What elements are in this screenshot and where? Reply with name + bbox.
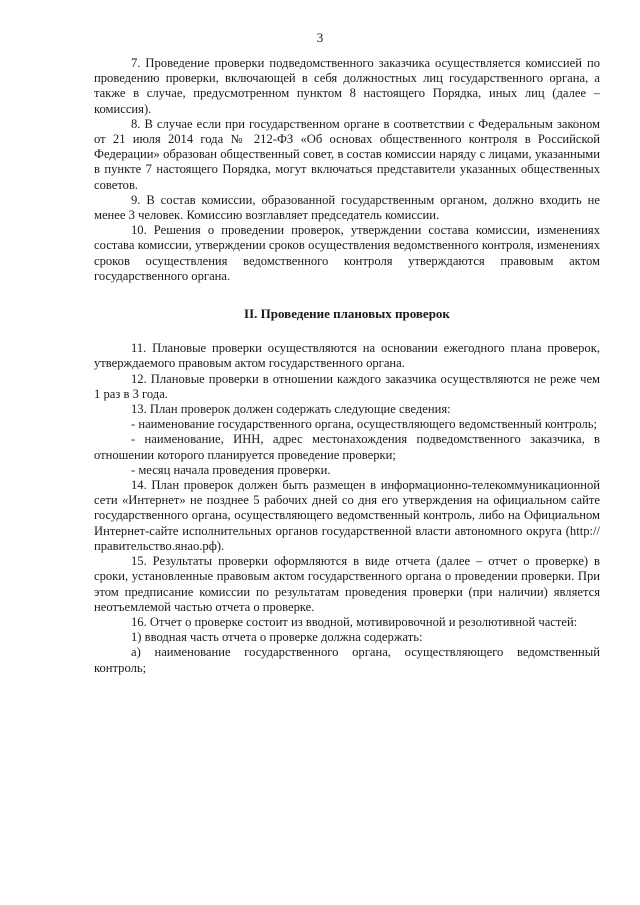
- paragraph-9: 9. В состав комиссии, образованной государственным органом, должно входить не менее 3 человек. Комиссию возглавляет председатель комиссии.: [94, 192, 600, 223]
- page-number: 3: [316, 30, 324, 45]
- paragraph-13: 13. План проверок должен содержать следующие сведения:: [131, 402, 451, 417]
- list-item-start-month: - месяц начала проведения проверки.: [131, 462, 331, 477]
- list-item-authority-name: - наименование государственного органа, осуществляющего ведомственный контроль;: [131, 417, 597, 432]
- document-body: [94, 56, 600, 676]
- section-heading: II. Проведение плановых проверок: [244, 306, 450, 322]
- paragraph-12: 12. Плановые проверки в отношении каждого заказчика осуществляются не реже чем 1 раз в 3 года.: [94, 371, 600, 401]
- paragraph-7: 7. Проведение проверки подведомственного заказчика осуществляется комиссией по проведению проверки, включающей в себя должностных лиц государственного органа, а также в случае, предусмотренном пунктом 8 настоящего Порядка, иных лиц (далее – комиссия).: [94, 56, 600, 116]
- paragraph-16: 16. Отчет о проверке состоит из вводной, мотивировочной и резолютивной частей:: [131, 614, 578, 629]
- subpoint-1: 1) вводная часть отчета о проверке должна содержать:: [131, 630, 423, 645]
- paragraph-10: 10. Решения о проведении проверок, утверждении состава комиссии, изменениях состава комиссии, утверждении сроков осуществления ведомственного контроля, изменениях сроков осуществления ведомственного контроля утверждаются правовым актом государственного органа.: [94, 223, 600, 283]
- subpoint-1a: а) наименование государственного органа, осуществляющего ведомственный контроль;: [94, 645, 600, 675]
- list-item-customer-info: - наименование, ИНН, адрес местонахождения подведомственного заказчика, в отношении которого планируется проведение проверки;: [94, 432, 600, 462]
- paragraph-15: 15. Результаты проверки оформляются в виде отчета (далее – отчет о проверке) в сроки, установленные правовым актом государственного органа о проведении проверки. При этом предписание комиссии по результатам проведения проверки (при наличии) является неотъемлемой частью отчета о проверке.: [94, 554, 600, 614]
- paragraph-14: 14. План проверок должен быть размещен в информационно-телекоммуникационной сети «Интернет» не позднее 5 рабочих дней со дня его утверждения на официальном сайте государственного органа, осуществляющего ведомственный контроль, либо на Официальном Интернет-сайте исполнительных органов государственной власти автономного округа (http://правительство.янао.рф).: [94, 478, 600, 553]
- paragraph-11: 11. Плановые проверки осуществляются на основании ежегодного плана проверок, утверждаемого правовым актом государственного органа.: [94, 341, 600, 371]
- paragraph-8: 8. В случае если при государственном органе в соответствии с Федеральным законом от 21 июля 2014 года № 212-ФЗ «Об основах общественного контроля в Российской Федерации» образован общественный совет, в состав комиссии наряду с лицами, указанными в пункте 7 настоящего Порядка, могут включаться представители указанных общественных советов.: [94, 116, 600, 192]
